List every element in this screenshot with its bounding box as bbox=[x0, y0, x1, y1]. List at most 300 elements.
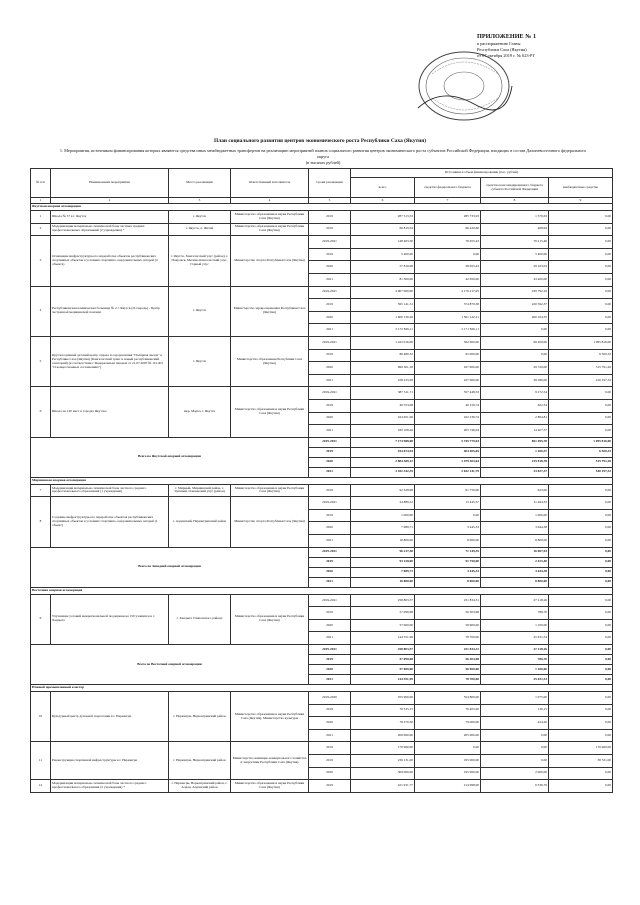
total-cell: 70 535,15 bbox=[351, 704, 415, 717]
header-total: всего bbox=[351, 178, 415, 198]
federal-cell: 357 448,53 bbox=[415, 387, 481, 400]
regional-cell: 439 792,16 bbox=[481, 286, 549, 299]
units-note: (в тысячах рублей) bbox=[305, 160, 341, 165]
federal-cell: 8 000,00 bbox=[415, 577, 481, 587]
extrabudget-cell: 0,00 bbox=[549, 704, 613, 717]
header-period: Сроки реализации bbox=[309, 169, 351, 198]
regional-cell: 2 864,81 bbox=[481, 412, 549, 425]
federal-cell: 42 650,00 bbox=[415, 273, 481, 286]
regional-cell: 1 100,00 bbox=[481, 619, 549, 632]
period-cell: 2021 bbox=[309, 535, 351, 548]
total-label: Всего по Восточной опорной агломерации bbox=[31, 645, 309, 685]
activity-responsible: Министерство образования Республики Саха (Якутия) bbox=[231, 336, 309, 386]
extrabudget-cell: 515 791,26 bbox=[549, 362, 613, 375]
regional-cell: 76 215,40 bbox=[481, 236, 549, 249]
regional-cell: 1 075,00 bbox=[481, 692, 549, 705]
regional-cell: 11 464,33 bbox=[481, 497, 549, 510]
total-cell: 182 108,26 bbox=[351, 425, 415, 438]
regional-cell: 27 218,26 bbox=[481, 594, 549, 607]
regional-cell: 0,00 bbox=[481, 349, 549, 362]
total-cell: 387 311,71 bbox=[351, 387, 415, 400]
row-number: 2 bbox=[31, 223, 51, 236]
extrabudget-cell: 0,00 bbox=[549, 675, 613, 685]
total-cell: 16 800,00 bbox=[351, 577, 415, 587]
section-title: Восточная опорная агломерация bbox=[31, 587, 613, 594]
appendix-heading: ПРИЛОЖЕНИЕ № 1 bbox=[477, 33, 537, 40]
federal-cell: 78 700,00 bbox=[415, 632, 481, 645]
row-number: 5 bbox=[31, 336, 51, 386]
subtitle-text: 1. Мероприятия, источником финансирования которых являются средства иных межбюджетных трансфертов на реализацию мероприятий планов социального развития центров экономического роста субъектов Российской Федерации, входящих в состав Дальневосточного федерального округа bbox=[59, 148, 587, 159]
period-cell: 2020 bbox=[309, 567, 351, 577]
federal-cell: 162 236,74 bbox=[415, 412, 481, 425]
activity-name: Реконструкция спортивной инфраструктуры в г. Нерюнгри bbox=[51, 742, 169, 780]
period-cell: 2021 bbox=[309, 729, 351, 742]
activity-name: Улучшение условий межрегиональной поддержки на 150 учащихся в г. Хандыга bbox=[51, 594, 169, 644]
column-number: 5 bbox=[309, 198, 351, 204]
header-name: Наименование мероприятия bbox=[51, 169, 169, 198]
extrabudget-cell: 0,00 bbox=[549, 607, 613, 620]
activity-responsible: Министерство образования и науки Республики Саха (Якутия) bbox=[231, 211, 309, 224]
period-cell: 2020 bbox=[309, 311, 351, 324]
extrabudget-cell: 515 791,26 bbox=[549, 457, 613, 467]
federal-cell: 205 000,00 bbox=[415, 729, 481, 742]
total-cell: 7 089,71 bbox=[351, 567, 415, 577]
regional-cell: 23 827,37 bbox=[481, 467, 549, 477]
section-title: Мирнинская опорная агломерация bbox=[31, 477, 613, 484]
period-cell: 2020 bbox=[309, 522, 351, 535]
total-cell: 57 090,68 bbox=[351, 607, 415, 620]
period-cell: 2019-2021 bbox=[309, 387, 351, 400]
regional-cell: 130,15 bbox=[481, 704, 549, 717]
activity-name: Круглогодичный детский центр отдыха и оздоровления "Полярная звезда" в Республике Саха (Якутия) (Кангаласский тракт и новый республиканский санаторий) (в соответствии с Федеральным законом от 21.07.2005 № 115-ФЗ "О концессионных соглашениях") bbox=[51, 336, 169, 386]
regional-cell: 39 280,00 bbox=[481, 374, 549, 387]
row-number: 7 bbox=[31, 484, 51, 497]
column-number: 8 bbox=[481, 198, 549, 204]
activity-place: мкр. Марха, г. Якутск bbox=[169, 387, 231, 437]
period-cell: 2019-2021 bbox=[309, 236, 351, 249]
column-number: 6 bbox=[351, 198, 415, 204]
federal-cell: 65 000,00 bbox=[415, 349, 481, 362]
total-cell: 1 000,00 bbox=[351, 509, 415, 522]
extrabudget-cell: 0,00 bbox=[549, 594, 613, 607]
extrabudget-cell: 0,00 bbox=[549, 780, 613, 793]
header-federal: средства федерального бюджета bbox=[415, 178, 481, 198]
period-cell: 2019 bbox=[309, 655, 351, 665]
regional-cell: 1 260,37 bbox=[481, 447, 549, 457]
appendix-block bbox=[477, 33, 635, 59]
period-cell: 2021 bbox=[309, 577, 351, 587]
extrabudget-cell: 0,00 bbox=[549, 324, 613, 337]
extrabudget-cell: 0,00 bbox=[549, 632, 613, 645]
activity-name: Школа на 120 мест в городах Якутска bbox=[51, 387, 169, 437]
header-extrabudget: внебюджетные средства bbox=[549, 178, 613, 198]
period-cell: 2020 bbox=[309, 261, 351, 274]
extrabudget-cell: 416 197,32 bbox=[549, 374, 613, 387]
extrabudget-cell: 0,00 bbox=[549, 522, 613, 535]
extrabudget-cell: 0,00 bbox=[549, 484, 613, 497]
column-number: 4 bbox=[231, 198, 309, 204]
period-cell: 2019 bbox=[309, 223, 351, 236]
period-cell: 2019 bbox=[309, 557, 351, 567]
row-number: 8 bbox=[31, 497, 51, 547]
period-cell: 2021 bbox=[309, 675, 351, 685]
federal-cell: 231 834,31 bbox=[415, 645, 481, 655]
total-cell: 4 907 000,00 bbox=[351, 286, 415, 299]
extrabudget-cell: 0,00 bbox=[549, 717, 613, 730]
regional-cell: 29 163,03 bbox=[481, 261, 549, 274]
federal-cell: 195 000,00 bbox=[415, 767, 481, 780]
period-cell: 2021 bbox=[309, 425, 351, 438]
appendix-line-2: Республики Саха (Якутия) bbox=[477, 46, 527, 52]
total-cell: 2 172 826,11 bbox=[351, 324, 415, 337]
regional-cell: 786,70 bbox=[481, 607, 549, 620]
total-cell: 699 301,18 bbox=[351, 362, 415, 375]
extrabudget-cell: 0,00 bbox=[549, 655, 613, 665]
total-cell: 40 553,08 bbox=[351, 399, 415, 412]
period-cell: 2020 bbox=[309, 412, 351, 425]
federal-cell: 214 998,00 bbox=[415, 780, 481, 793]
period-cell: 2019 bbox=[309, 607, 351, 620]
extrabudget-cell: 0,00 bbox=[549, 248, 613, 261]
column-number: 3 bbox=[169, 198, 231, 204]
activity-responsible: Министерство образования и науки Республики Саха (Якутия) bbox=[231, 484, 309, 497]
table-row bbox=[31, 387, 613, 400]
federal-cell: 56 303,98 bbox=[415, 607, 481, 620]
extrabudget-cell: 0,00 bbox=[549, 547, 613, 557]
total-cell: 287 513,53 bbox=[351, 211, 415, 224]
activity-responsible: Министерство образования и науки Республики Саха (Якутия) bbox=[231, 780, 309, 793]
period-cell: 2019-2021 bbox=[309, 437, 351, 447]
regional-cell: 5 400,00 bbox=[481, 248, 549, 261]
activity-responsible: Министерство спорта Республики Саха (Якутия) bbox=[231, 497, 309, 547]
extrabudget-cell: 0,00 bbox=[549, 211, 613, 224]
extrabudget-cell: 6 500,32 bbox=[549, 349, 613, 362]
federal-cell: 91 750,00 bbox=[415, 484, 481, 497]
federal-cell: 205 746,04 bbox=[415, 425, 481, 438]
federal-cell: 2 632 141,79 bbox=[415, 467, 481, 477]
header-sources: Источники и объем финансирования (тыс. рублей) bbox=[351, 169, 613, 178]
period-cell: 2019 bbox=[309, 299, 351, 312]
activity-responsible: Министерство образования и науки Республики Саха (Якутия), Министерство культуры bbox=[231, 692, 309, 742]
federal-cell: 3 445,33 bbox=[415, 522, 481, 535]
total-cell: 434 674,94 bbox=[351, 447, 415, 457]
total-cell: 7 089,71 bbox=[351, 522, 415, 535]
table-row bbox=[31, 484, 613, 497]
extrabudget-cell: 0,00 bbox=[549, 311, 613, 324]
period-cell: 2019 bbox=[309, 509, 351, 522]
regional-cell: 3 644,38 bbox=[481, 567, 549, 577]
regional-cell: 29 720,00 bbox=[481, 362, 549, 375]
extrabudget-cell: 1 095 816,00 bbox=[549, 336, 613, 349]
period-cell: 2019-2021 bbox=[309, 594, 351, 607]
total-cell: 258 803,57 bbox=[351, 594, 415, 607]
total-cell: 81 300,00 bbox=[351, 273, 415, 286]
regional-cell: 408,94 bbox=[481, 223, 549, 236]
regional-cell: 8 800,00 bbox=[481, 535, 549, 548]
regional-cell: 786,70 bbox=[481, 655, 549, 665]
federal-cell: 354 800,00 bbox=[415, 692, 481, 705]
extrabudget-cell: 38 531,00 bbox=[549, 755, 613, 768]
table-row bbox=[31, 742, 613, 755]
period-cell: 2021 bbox=[309, 374, 351, 387]
extrabudget-cell: 0,00 bbox=[549, 425, 613, 438]
federal-cell: 1 479 303,64 bbox=[415, 457, 481, 467]
row-number: 12 bbox=[31, 780, 51, 793]
appendix-line-1: к распоряжению Главы bbox=[477, 40, 521, 46]
extrabudget-cell: 0,00 bbox=[549, 557, 613, 567]
period-cell: 2019 bbox=[309, 399, 351, 412]
federal-cell: 56 900,00 bbox=[415, 619, 481, 632]
total-cell: 86 480,32 bbox=[351, 349, 415, 362]
extrabudget-cell: 0,00 bbox=[549, 399, 613, 412]
total-cell: 79 270,30 bbox=[351, 717, 415, 730]
activity-place: г. Якутск bbox=[169, 286, 231, 336]
total-cell: 144 551,99 bbox=[351, 632, 415, 645]
activity-responsible: Министерство жилищно-коммунального хозяйства и энергетики Республики Саха (Якутия) bbox=[231, 742, 309, 780]
period-cell: 2021 bbox=[309, 632, 351, 645]
regional-cell: 69 200,00 bbox=[481, 336, 549, 349]
total-cell: 57 816,08 bbox=[351, 261, 415, 274]
federal-cell: 1 561 142,21 bbox=[415, 311, 481, 324]
federal-cell: 404 405,65 bbox=[415, 447, 481, 457]
table-row bbox=[31, 236, 613, 249]
regional-cell: 14 407,37 bbox=[481, 425, 549, 438]
regional-cell: 8 800,00 bbox=[481, 577, 549, 587]
federal-cell: 76 655,43 bbox=[415, 236, 481, 249]
federal-cell: 79 000,00 bbox=[415, 717, 481, 730]
activity-responsible: Министерство образования и науки Республики Саха (Якутия) bbox=[231, 387, 309, 437]
federal-cell: 0,00 bbox=[415, 509, 481, 522]
activity-place: г. Якутск, п. Жатай bbox=[169, 223, 231, 236]
row-number: 1 bbox=[31, 211, 51, 224]
total-cell: 57 000,00 bbox=[351, 619, 415, 632]
federal-cell: 167 000,00 bbox=[415, 362, 481, 375]
period-cell: 2019 bbox=[309, 780, 351, 793]
period-cell: 2021 bbox=[309, 324, 351, 337]
extrabudget-cell: 0,00 bbox=[549, 619, 613, 632]
extrabudget-cell: 0,00 bbox=[549, 567, 613, 577]
extrabudget-cell: 0,00 bbox=[549, 645, 613, 655]
federal-cell: 2 171 826,11 bbox=[415, 324, 481, 337]
table-row bbox=[31, 780, 613, 793]
extrabudget-cell: 1 095 816,00 bbox=[549, 437, 613, 447]
period-cell: 2021 bbox=[309, 467, 351, 477]
regional-cell: 0,00 bbox=[481, 742, 549, 755]
federal-cell: 70 405,00 bbox=[415, 704, 481, 717]
activity-name: Республиканская клиническая больница № 2 г. Якутск (II очередь) - Центр экстренной медицинской помощи bbox=[51, 286, 169, 336]
total-cell: 164 651,06 bbox=[351, 412, 415, 425]
regional-cell: 6 536,79 bbox=[481, 780, 549, 793]
activity-responsible: Министерство здравоохранения Республики Саха (Якутия) bbox=[231, 286, 309, 336]
regional-cell: 220 592,37 bbox=[481, 299, 549, 312]
period-cell: 2019 bbox=[309, 248, 351, 261]
column-number: 9 bbox=[549, 198, 613, 204]
total-cell: 258 803,57 bbox=[351, 645, 415, 655]
total-cell: 57 090,68 bbox=[351, 655, 415, 665]
row-number: 9 bbox=[31, 594, 51, 644]
federal-cell: 3 445,33 bbox=[415, 567, 481, 577]
table-row bbox=[31, 692, 613, 705]
extrabudget-cell: 0,00 bbox=[549, 236, 613, 249]
extrabudget-cell: 0,00 bbox=[549, 692, 613, 705]
period-cell: 2019-2021 bbox=[309, 645, 351, 655]
total-row bbox=[31, 547, 613, 557]
total-cell: 148 403,50 bbox=[351, 236, 415, 249]
total-cell: 3 182 342,35 bbox=[351, 467, 415, 477]
total-cell: 228 233,28 bbox=[351, 374, 415, 387]
period-cell: 2020 bbox=[309, 457, 351, 467]
total-cell: 24 889,12 bbox=[351, 497, 415, 510]
table-row bbox=[31, 286, 613, 299]
federal-cell: 374 879,38 bbox=[415, 299, 481, 312]
regional-cell: 424,20 bbox=[481, 717, 549, 730]
extrabudget-cell: 170 960,00 bbox=[549, 742, 613, 755]
header-no: № п/п bbox=[31, 169, 51, 198]
federal-cell: 195 000,00 bbox=[415, 755, 481, 768]
regional-cell: 27 218,26 bbox=[481, 645, 549, 655]
period-cell: 2019-2020 bbox=[309, 692, 351, 705]
federal-cell: 0,00 bbox=[415, 248, 481, 261]
total-cell: 16 800,00 bbox=[351, 535, 415, 548]
regional-cell: 200 104,35 bbox=[481, 311, 549, 324]
federal-cell: 66 420,60 bbox=[415, 223, 481, 236]
regional-cell: 25 631,54 bbox=[481, 632, 549, 645]
document-subtitle bbox=[58, 148, 588, 166]
total-cell: 93 128,00 bbox=[351, 557, 415, 567]
total-cell: 92 328,08 bbox=[351, 484, 415, 497]
period-cell: 2020 bbox=[309, 665, 351, 675]
regional-cell: 0,00 bbox=[481, 729, 549, 742]
row-number: 6 bbox=[31, 387, 51, 437]
federal-cell: 91 750,00 bbox=[415, 557, 481, 567]
extrabudget-cell: 0,00 bbox=[549, 286, 613, 299]
activity-place: г. Якутск bbox=[169, 336, 231, 386]
regional-cell: 1 000,00 bbox=[481, 509, 549, 522]
total-cell: 1 600 130,26 bbox=[351, 311, 415, 324]
federal-cell: 71 149,35 bbox=[415, 547, 481, 557]
activity-name: Модернизация материально-технической базы частного среднего профессионального образования (2 учреждения) * bbox=[51, 780, 169, 793]
total-cell: 66 819,54 bbox=[351, 223, 415, 236]
table-row bbox=[31, 223, 613, 236]
column-number: 1 bbox=[31, 198, 51, 204]
activity-name: Модернизация материально-технической базы частного среднего профессионального образования (1 учреждение) bbox=[51, 484, 169, 497]
total-cell: 5 400,00 bbox=[351, 248, 415, 261]
regional-cell: 16 067,93 bbox=[481, 547, 549, 557]
plan-table bbox=[30, 168, 613, 793]
row-number: 3 bbox=[31, 236, 51, 286]
period-cell: 2019 bbox=[309, 447, 351, 457]
regional-cell: 402,34 bbox=[481, 399, 549, 412]
federal-cell: 167 000,00 bbox=[415, 374, 481, 387]
total-cell: 96 217,58 bbox=[351, 547, 415, 557]
table-row bbox=[31, 594, 613, 607]
header-place: Место реализации bbox=[169, 169, 231, 198]
period-cell: 2019-2021 bbox=[309, 336, 351, 349]
table-row bbox=[31, 336, 613, 349]
regional-cell: 9 272,54 bbox=[481, 387, 549, 400]
activity-responsible: Министерство образования и науки Республики Саха (Якутия) bbox=[231, 223, 309, 236]
activity-place: г. Мирный, Мирнинский район, г. Удачный, Оленекский улус (район) bbox=[169, 484, 231, 497]
section-title: Южный промышленный кластер bbox=[31, 685, 613, 692]
extrabudget-cell: 0,00 bbox=[549, 535, 613, 548]
extrabudget-cell: 6 500,32 bbox=[549, 447, 613, 457]
header-responsible: Ответственный исполнитель bbox=[231, 169, 309, 198]
activity-place: г. Хандыга Томпонского района bbox=[169, 594, 231, 644]
extrabudget-cell: 0,00 bbox=[549, 577, 613, 587]
period-cell: 2019-2021 bbox=[309, 286, 351, 299]
total-cell: 2 884 389,12 bbox=[351, 457, 415, 467]
table-row bbox=[31, 497, 613, 510]
extrabudget-cell: 0,00 bbox=[549, 412, 613, 425]
extrabudget-cell: 0,00 bbox=[549, 261, 613, 274]
activity-name: Создание инфраструктуры по переработке объектов республиканских спортивных объектов в условиях спортивно-оздоровительных лагерей (1 объект) bbox=[51, 497, 169, 547]
period-cell: 2021 bbox=[309, 273, 351, 286]
federal-cell: 285 733,93 bbox=[415, 211, 481, 224]
total-cell: 144 551,99 bbox=[351, 675, 415, 685]
total-cell: 170 960,00 bbox=[351, 742, 415, 755]
activity-responsible: Министерство спорта Республики Саха (Якутия) bbox=[231, 236, 309, 286]
period-cell: 2019 bbox=[309, 742, 351, 755]
activity-name: Культурный центр духовной подготовки в г. Нерюнгри bbox=[51, 692, 169, 742]
column-number: 7 bbox=[415, 198, 481, 204]
header-row bbox=[31, 169, 613, 178]
federal-cell: 78 700,00 bbox=[415, 675, 481, 685]
federal-cell: 40 150,74 bbox=[415, 399, 481, 412]
total-cell: 221 931,77 bbox=[351, 780, 415, 793]
total-cell: 206 000,00 bbox=[351, 729, 415, 742]
activity-place: г. Якутск, Хангаласский улус (район), г. Покровск, Мегино-Кангаласский улус, Горный улус bbox=[169, 236, 231, 286]
activity-place: г. Нерюнгри, Нерюнгринский район bbox=[169, 742, 231, 780]
period-cell: 2020 bbox=[309, 767, 351, 780]
activity-name: Школа № 37 в г. Якутск bbox=[51, 211, 169, 224]
federal-cell: 56 900,00 bbox=[415, 665, 481, 675]
regional-cell: 1 100,00 bbox=[481, 665, 549, 675]
total-cell: 1 422 016,00 bbox=[351, 336, 415, 349]
period-cell: 2020 bbox=[309, 362, 351, 375]
period-cell: 2019-2021 bbox=[309, 547, 351, 557]
regional-cell: 25 631,54 bbox=[481, 675, 549, 685]
total-cell: 7 174 988,08 bbox=[351, 437, 415, 447]
regional-cell: 3 644,38 bbox=[481, 522, 549, 535]
extrabudget-cell: 0,00 bbox=[549, 223, 613, 236]
total-cell: 236 131,00 bbox=[351, 755, 415, 768]
activity-name: Модернизация материально-технической базы частных средних профессиональных образований (2 учреждения) * bbox=[51, 223, 169, 236]
total-row bbox=[31, 437, 613, 447]
activity-place: г. Алданский, Нерюнгринский район bbox=[169, 497, 231, 547]
federal-cell: 0,00 bbox=[415, 742, 481, 755]
activity-place: г. Нерюнгри, Нерюнгринский район, г. Алдан, Алданский район bbox=[169, 780, 231, 793]
federal-cell: 8 000,00 bbox=[415, 535, 481, 548]
extrabudget-cell: 0,00 bbox=[549, 273, 613, 286]
regional-cell: 0,00 bbox=[481, 755, 549, 768]
period-cell: 2019 bbox=[309, 349, 351, 362]
federal-cell: 28 655,43 bbox=[415, 261, 481, 274]
total-cell: 57 000,00 bbox=[351, 665, 415, 675]
section-row bbox=[31, 587, 613, 594]
period-cell: 2019 bbox=[309, 755, 351, 768]
activity-place: г. Нерюнгри, Нерюнгринский район bbox=[169, 692, 231, 742]
row-number: 11 bbox=[31, 742, 51, 780]
extrabudget-cell: 540 197,32 bbox=[549, 467, 613, 477]
extrabudget-cell: 0,00 bbox=[549, 509, 613, 522]
section-title: Якутская опорная агломерация bbox=[31, 204, 613, 211]
federal-cell: 56 303,98 bbox=[415, 655, 481, 665]
total-row bbox=[31, 645, 613, 655]
section-row bbox=[31, 204, 613, 211]
period-cell: 2019 bbox=[309, 211, 351, 224]
extrabudget-cell: 0,00 bbox=[549, 497, 613, 510]
regional-cell: 2 423,40 bbox=[481, 557, 549, 567]
